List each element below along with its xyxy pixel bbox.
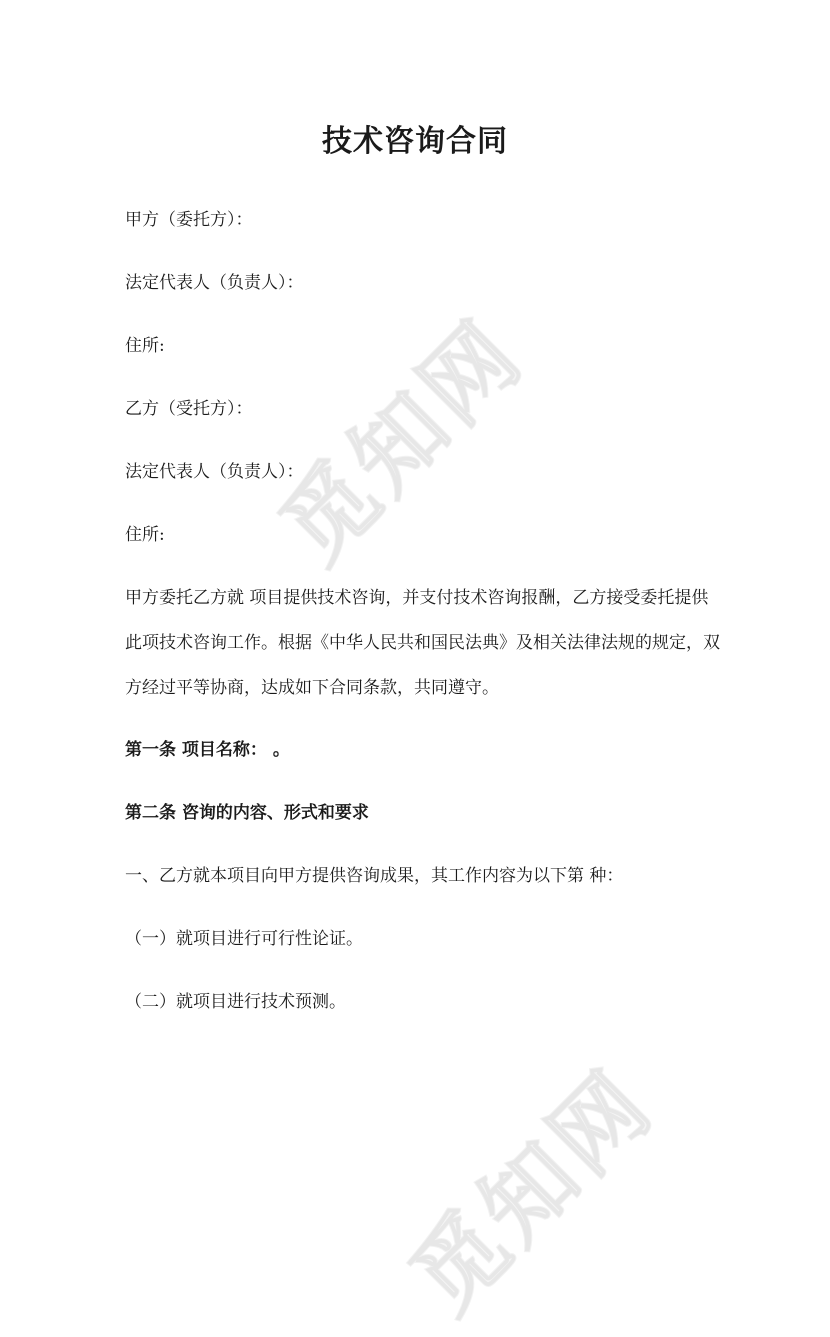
preamble-line: 方经过平等协商，达成如下合同条款，共同遵守。 [125, 678, 499, 698]
watermark: 觅知网 [260, 299, 545, 584]
preamble-line: 此项技术咨询工作。根据《中华人民共和国民法典》及相关法律法规的规定，双 [125, 633, 720, 653]
preamble-line: 甲方委托乙方就 项目提供技术咨询，并支付技术咨询报酬，乙方接受委托提供 [125, 588, 709, 608]
clause-1: 一、乙方就本项目向甲方提供咨询成果，其工作内容为以下第 种： [125, 866, 624, 886]
article-1-heading: 第一条 项目名称： 。 [125, 740, 290, 760]
watermark: 觅知网 [390, 1049, 675, 1334]
party-a-address: 住所: [125, 336, 165, 356]
party-b-representative: 法定代表人（负责人）： [125, 462, 304, 482]
party-b-address: 住所: [125, 525, 165, 545]
clause-item: （二）就项目进行技术预测。 [125, 992, 346, 1012]
clause-item: （一）就项目进行可行性论证。 [125, 929, 363, 949]
party-a-representative: 法定代表人（负责人）： [125, 273, 304, 293]
party-b-label: 乙方（受托方）： [125, 399, 253, 419]
party-a-label: 甲方（委托方）： [125, 210, 253, 230]
article-2-heading: 第二条 咨询的内容、形式和要求 [125, 803, 369, 823]
document-title: 技术咨询合同 [322, 124, 508, 159]
